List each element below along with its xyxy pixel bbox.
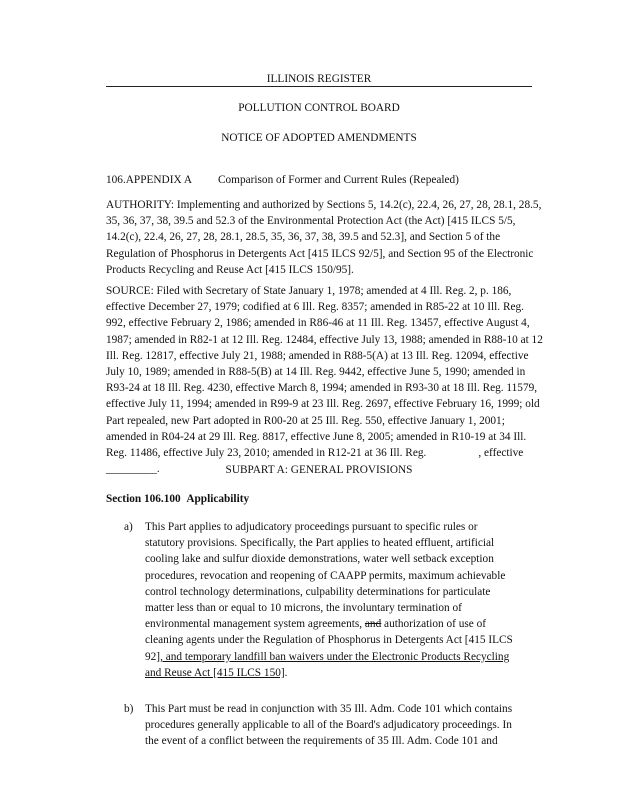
item-a-line7-rest: authorization of use of — [381, 618, 487, 631]
inserted-text: and Reuse Act [415 ILCS 150] — [145, 666, 285, 679]
source-trailing: , effective — [478, 447, 524, 460]
source-line: effective July 11, 1994; amended in R99-9 at 23 Ill. Reg. 2697, effective February 16, 1999; old — [106, 398, 540, 411]
source-line: 992, effective February 2, 1986; amended in R86-46 at 11 Ill. Reg. 13457, effective August 4, — [106, 317, 530, 330]
authority-line: Products Recycling and Reuse Act [415 ILCS 150/95]. — [106, 263, 354, 276]
item-a-line9-plain: 92] — [145, 650, 161, 663]
item-b-line: procedures generally applicable to all of the Board's adjudicatory proceedings. In — [145, 719, 512, 732]
item-a-line: control technology determinations, culpability determinations for particulate — [145, 585, 491, 598]
source-line: 1987; amended in R82-1 at 12 Ill. Reg. 12484, effective July 13, 1988; amended in R88-10 at 12 — [106, 333, 543, 346]
source-paragraph — [106, 283, 543, 477]
authority-line: AUTHORITY: Implementing and authorized by Sections 5, 14.2(c), 22.4, 26, 27, 28, 28.1, 28.5, — [106, 199, 542, 211]
source-line: SOURCE: Filed with Secretary of State January 1, 1978; amended at 4 Ill. Reg. 2, p. 186, — [106, 285, 512, 297]
appendix-number: 106.APPENDIX A — [106, 174, 192, 186]
subpart-title: SUBPART A: GENERAL PROVISIONS — [225, 464, 413, 476]
item-a-line10-end: . — [284, 666, 288, 679]
source-line: Part repealed, new Part adopted in R00-20 at 25 Ill. Reg. 550, effective January 1, 2001; — [106, 414, 505, 427]
section-title: Applicability — [186, 493, 250, 505]
source-line: effective December 27, 1979; codified at 6 Ill. Reg. 8357; amended in R85-22 at 10 Ill. Reg. — [106, 301, 524, 314]
item-a-line: cleaning agents under the Regulation of Phosphorus in Detergents Act [415 ILCS — [145, 634, 513, 647]
section-heading — [106, 491, 249, 507]
item-b-text — [145, 701, 525, 750]
notice-title: NOTICE OF ADOPTED AMENDMENTS — [221, 132, 417, 144]
item-a-line: This Part applies to adjudicatory proceedings pursuant to specific rules or — [145, 521, 478, 533]
item-a-line: procedures, revocation and reopening of CAAPP permits, maximum achievable — [145, 569, 506, 582]
board-name: POLLUTION CONTROL BOARD — [238, 102, 400, 114]
item-b-line: the event of a conflict between the requirements of 35 Ill. Adm. Code 101 and — [145, 735, 498, 748]
item-a-text — [145, 519, 525, 681]
authority-paragraph — [106, 197, 542, 278]
register-title: ILLINOIS REGISTER — [266, 73, 372, 85]
item-a-label: a) — [124, 521, 133, 533]
inserted-text: , and temporary landfill ban waivers under the Electronic Products Recycling — [160, 650, 510, 663]
section-number: Section 106.100 — [106, 493, 181, 505]
item-a-line: environmental management system agreements, — [145, 618, 363, 631]
effective-date-blank: _________. — [106, 463, 160, 476]
deleted-text: and — [364, 618, 382, 631]
item-a-line-10 — [145, 665, 525, 681]
appendix-title: Comparison of Former and Current Rules (Repealed) — [218, 174, 459, 186]
item-a-line: cooling lake and sulfur dioxide demonstrations, water well setback exception — [145, 553, 494, 566]
authority-line: Regulation of Phosphorus in Detergents Act [415 ILCS 92/5], and Section 95 of the Electronic — [106, 247, 534, 260]
source-line-last — [106, 445, 524, 461]
item-a-line: statutory provisions. Specifically, the Part applies to heated effluent, artificial — [145, 537, 495, 550]
source-line: Reg. 11486, effective July 23, 2010; amended in R12-21 at 36 Ill. Reg. — [106, 447, 427, 460]
source-line: R93-24 at 18 Ill. Reg. 4230, effective March 8, 1994; amended in R93-30 at 18 Ill. Reg. 11579, — [106, 382, 538, 395]
header-rule — [106, 86, 532, 87]
item-a-line: matter less than or equal to 10 microns, the involuntary termination of — [145, 602, 462, 615]
authority-line: 14.2(c), 22.4, 26, 27, 28, 28.1, 28.5, 35, 36, 37, 38, 39.5 and 52.3], and Section 5 of the — [106, 231, 501, 244]
source-line: Ill. Reg. 12817, effective July 21, 1988; amended in R88-5(A) at 13 Ill. Reg. 12094, effective — [106, 349, 529, 362]
item-a-line-7 — [145, 616, 525, 632]
authority-line: 35, 36, 37, 38, 39.5 and 52.3 of the Environmental Protection Act (the Act) [415 ILCS 5/5, — [106, 215, 516, 228]
source-line: July 10, 1989; amended in R88-5(B) at 14 Ill. Reg. 9442, effective June 5, 1990; amended in — [106, 366, 526, 379]
source-line: amended in R04-24 at 29 Ill. Reg. 8817, effective June 8, 2005; amended in R10-19 at 34 Ill. — [106, 430, 527, 443]
appendix-heading — [106, 172, 459, 188]
item-b-line: This Part must be read in conjunction with 35 Ill. Adm. Code 101 which contains — [145, 703, 513, 715]
item-a-line-9 — [145, 649, 525, 665]
item-b-label: b) — [124, 703, 134, 715]
